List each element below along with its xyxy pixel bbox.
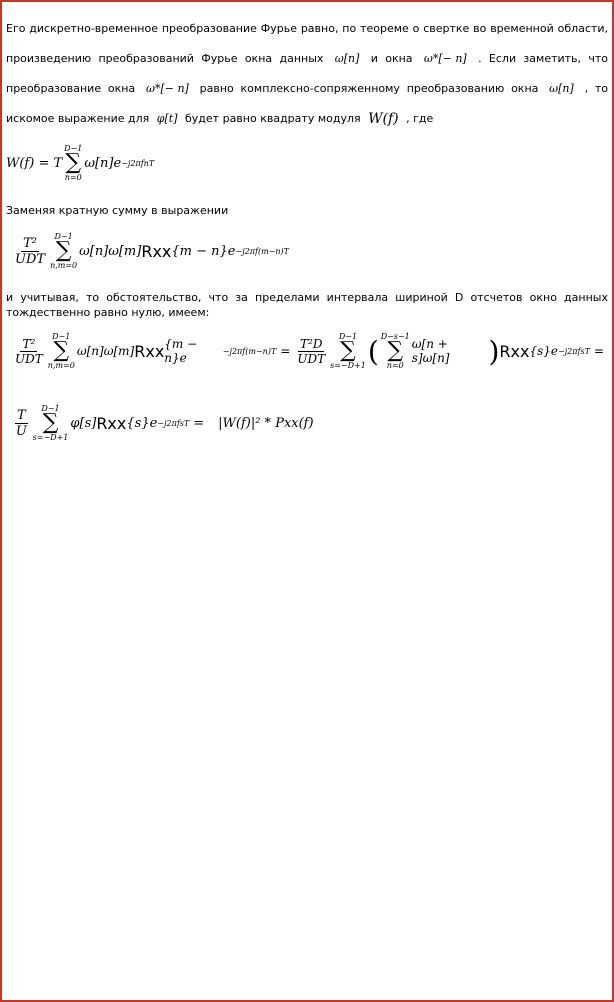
equals-sign: = xyxy=(193,415,205,431)
sigma-symbol: ∑ xyxy=(53,338,70,363)
equation-2 xyxy=(12,232,608,270)
sigma-symbol: ∑ xyxy=(340,338,356,363)
text-segment: , где xyxy=(406,112,434,125)
sum-upper-limit: D−1 xyxy=(338,332,358,341)
eq3-body: ω[n]ω[m] xyxy=(76,344,135,358)
sum-operator xyxy=(330,332,366,370)
sum-upper-limit: D−s−1 xyxy=(380,332,410,341)
fraction xyxy=(15,337,43,366)
text-segment: будет равно квадрату модуля xyxy=(185,112,361,125)
eq3-arg: {m − n}e xyxy=(164,337,198,365)
sigma-symbol: ∑ xyxy=(55,238,72,263)
math-w-n: ω[n] xyxy=(334,52,360,65)
paragraph-2 xyxy=(6,196,608,226)
autocorr-symbol: Rxx xyxy=(499,341,530,361)
eq2-arg: {m − n}e xyxy=(171,243,236,259)
eq2-body: ω[n]ω[m] xyxy=(79,243,142,259)
text-segment: и учитывая, то обстоятельство, что за пределами интервала шириной D отсчетов окно данных тождественно равно нулю, имеем: xyxy=(6,291,608,319)
frac-numerator: T²D xyxy=(300,336,323,351)
eq4-body: φ[s] xyxy=(70,415,97,431)
sum-lower-limit: s=−D+1 xyxy=(330,361,366,370)
sum-lower-limit: n=0 xyxy=(386,361,404,370)
paragraph-1 xyxy=(6,14,608,134)
math-w-conj: ω*[− n] xyxy=(423,52,467,65)
equation-4 xyxy=(12,404,608,442)
eq2-exponent: −j2πf(m−n)T xyxy=(235,246,290,256)
equation-3 xyxy=(12,332,608,370)
autocorr-symbol: Rxx xyxy=(96,413,127,433)
eq3-arg2: {s}e xyxy=(529,344,558,358)
eq4-arg: {s}e xyxy=(126,415,158,431)
frac-denominator: UDT xyxy=(297,351,326,366)
sum-upper-limit: D−1 xyxy=(41,404,60,413)
sigma-symbol: ∑ xyxy=(65,150,82,175)
sigma-symbol: ∑ xyxy=(42,410,59,435)
fraction xyxy=(15,236,45,267)
paren-open: ( xyxy=(367,334,379,368)
sum-operator xyxy=(33,404,69,442)
sum-operator xyxy=(381,332,410,370)
math-w-conj: ω*[− n] xyxy=(145,82,189,95)
eq3-exponent2: −j2πfsT xyxy=(558,346,590,356)
sum-operator xyxy=(48,332,75,370)
frac-denominator: UDT xyxy=(15,251,46,267)
eq4-result: |W(f)|² * Pxx(f) xyxy=(218,415,314,431)
sum-lower-limit: s=−D+1 xyxy=(32,433,69,442)
text-segment: равно комплексно-сопряженному преобразованию окна xyxy=(199,82,539,95)
sum-lower-limit: n=0 xyxy=(64,173,82,182)
math-w-n: ω[n] xyxy=(549,82,574,95)
paren-close: ) xyxy=(488,334,500,368)
eq1-exponent: −j2πfnT xyxy=(121,158,155,168)
equals-sign: = xyxy=(280,344,291,358)
text-segment: , то искомое выражение для xyxy=(6,82,608,125)
fraction xyxy=(15,408,28,439)
eq1-rhs: ω[n]e xyxy=(84,155,122,171)
frac-numerator: T² xyxy=(22,336,36,351)
eq3-inner: ω[n + s]ω[n] xyxy=(411,337,450,365)
sum-lower-limit: n,m=0 xyxy=(47,361,75,370)
equals-sign: = xyxy=(593,344,604,358)
autocorr-symbol: Rxx xyxy=(134,341,165,361)
autocorr-symbol: Rxx xyxy=(141,241,172,261)
sum-upper-limit: D−1 xyxy=(54,232,73,241)
text-segment: и окна xyxy=(370,52,413,65)
text-segment: Его дискретно-временное преобразование Фурье равно, по теореме о свертке во временной области, произведению преобразований Фурье окна данных xyxy=(6,22,608,65)
sigma-symbol: ∑ xyxy=(387,338,404,363)
frac-denominator: U xyxy=(15,423,27,439)
document-body xyxy=(6,14,608,442)
sum-lower-limit: n,m=0 xyxy=(50,261,78,270)
sum-operator xyxy=(50,232,77,270)
math-phi-t: φ[t] xyxy=(156,112,178,125)
frac-numerator: T xyxy=(17,407,26,423)
text-segment: Заменяя кратную сумму в выражении xyxy=(6,204,229,217)
math-W-f: W(f) xyxy=(368,111,399,127)
sum-upper-limit: D−1 xyxy=(64,144,83,153)
frac-numerator: T² xyxy=(23,235,37,251)
text-segment: . Если заметить, что преобразование окна xyxy=(6,52,609,95)
eq1-lhs: W(f) = T xyxy=(6,155,63,171)
equation-1 xyxy=(6,144,608,182)
frac-denominator: UDT xyxy=(15,351,43,366)
paragraph-3 xyxy=(6,290,608,320)
eq4-exponent: −j2πfsT xyxy=(157,418,190,428)
sum-upper-limit: D−1 xyxy=(52,332,71,341)
eq3-exponent: −j2πf(m−n)T xyxy=(222,346,277,356)
sum-operator xyxy=(64,144,82,182)
fraction xyxy=(297,337,325,366)
